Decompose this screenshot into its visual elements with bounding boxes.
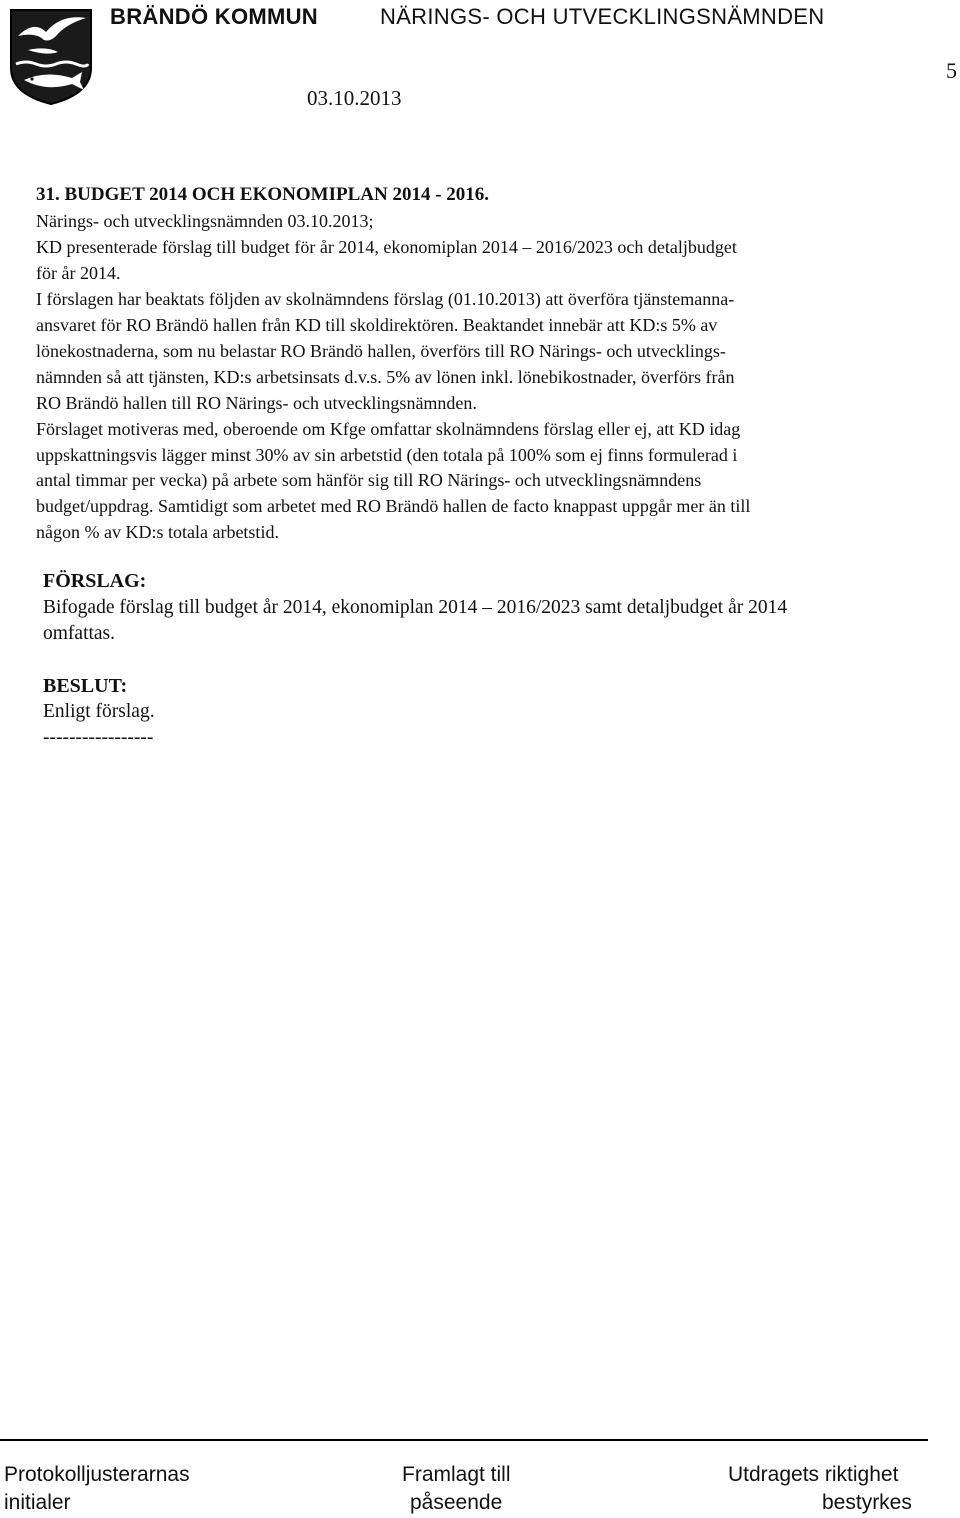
municipality-name: BRÄNDÖ KOMMUN xyxy=(110,4,318,29)
body-line: KD presenterade förslag till budget för år 2014, ekonomiplan 2014 – 2016/2023 och detaljbudget xyxy=(36,237,737,257)
footer-col-initials xyxy=(4,1461,190,1517)
municipal-coat-of-arms-icon xyxy=(6,6,96,106)
proposal-heading: FÖRSLAG: xyxy=(43,570,147,592)
footer-label: bestyrkes xyxy=(822,1491,912,1514)
section-title: 31. BUDGET 2014 OCH EKONOMIPLAN 2014 - 2016. xyxy=(36,184,490,205)
meeting-date: 03.10.2013 xyxy=(307,86,402,110)
body-line: Närings- och utvecklingsnämnden 03.10.2013; xyxy=(36,211,374,231)
decision-text: Enligt förslag. xyxy=(43,701,155,722)
body-line: budget/uppdrag. Samtidigt som arbetet med RO Brändö hallen de facto knappast uppgår mer än till xyxy=(36,496,751,516)
body-line: RO Brändö hallen till RO Närings- och utvecklingsnämnden. xyxy=(36,393,477,413)
footer-label: Protokolljusterarnas xyxy=(4,1463,190,1486)
body-line: för år 2014. xyxy=(36,263,121,283)
body-line: någon % av KD:s totala arbetstid. xyxy=(36,522,279,542)
footer-label: Utdragets riktighet xyxy=(728,1463,899,1486)
footer-divider xyxy=(0,1439,928,1441)
footer-label: Framlagt till xyxy=(402,1463,511,1486)
body-line: lönekostnaderna, som nu belastar RO Brändö hallen, överförs till RO Närings- och utvecklings- xyxy=(36,341,726,361)
body-line: uppskattningsvis lägger minst 30% av sin arbetstid (den totala på 100% som ej finns formulerad i xyxy=(36,445,738,465)
committee-name: NÄRINGS- OCH UTVECKLINGSNÄMNDEN xyxy=(380,4,825,29)
page-number: 5 xyxy=(946,58,957,83)
decision-heading: BESLUT: xyxy=(43,675,128,697)
proposal-line: omfattas. xyxy=(43,623,116,644)
separator-line: ----------------- xyxy=(43,727,154,748)
footer-label: initialer xyxy=(4,1491,71,1514)
proposal-line: Bifogade förslag till budget år 2014, ekonomiplan 2014 – 2016/2023 samt detaljbudget år 2014 xyxy=(43,597,788,618)
footer-col-certified xyxy=(728,1461,912,1517)
body-line: nämnden så att tjänsten, KD:s arbetsinsats d.v.s. 5% av lönen inkl. lönebikostnader, överförs från xyxy=(36,367,735,387)
footer-col-presented xyxy=(402,1461,511,1517)
footer-label: påseende xyxy=(410,1491,503,1514)
body-line: I förslagen har beaktats följden av skolnämndens förslag (01.10.2013) att överföra tjänstemanna- xyxy=(36,289,735,309)
body-line: Förslaget motiveras med, oberoende om Kfge omfattar skolnämndens förslag eller ej, att KD idag xyxy=(36,419,741,439)
body-line: ansvaret för RO Brändö hallen från KD till skoldirektören. Beaktandet innebär att KD:s 5% av xyxy=(36,315,718,335)
body-line: antal timmar per vecka) på arbete som hänför sig till RO Närings- och utvecklingsnämndens xyxy=(36,470,702,490)
